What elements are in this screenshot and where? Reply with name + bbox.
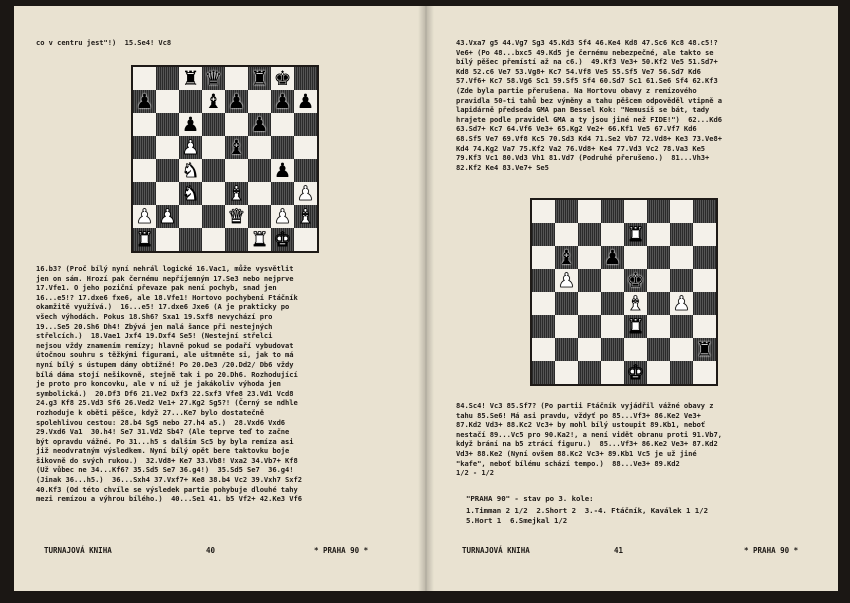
board-square (647, 315, 670, 338)
board-square (601, 338, 624, 361)
board-square (578, 223, 601, 246)
board-square (202, 205, 225, 228)
standing-line: 5.Hort 1 6.Smejkal 1/2 (466, 515, 568, 525)
annotation-line: 24.g3 Kf8 25.Vd3 Sf6 26.Ved2 Ve1+ 27.Kg2 Sg5?! (Černý se ndhle (36, 398, 298, 408)
moves-line: Ve6+ (Po 48...bxc5 49.Kd5 je černému nebezpečné, ale takto se (456, 47, 714, 57)
board-square (179, 159, 202, 182)
annotation-line: 16...e5!? 17.dxe6 fxe6, ale 18.Vfe1! Hortovo pochybení Ftáčník (36, 292, 298, 302)
conclusion-line: "kafe", neboť bílému schází tempo.) 88...Ve3+ 89.Kd2 (456, 458, 680, 468)
board-square (624, 223, 647, 246)
conclusion-line: 1/2 - 1/2 (456, 468, 494, 478)
board-square (156, 67, 179, 90)
annotation-line: spolehlivou cestou: 28.b4 Sg5 nebo 27.h4 a5.) 28.Vxd6 Vxd6 (36, 417, 286, 427)
black-queen-icon: ♛ (204, 66, 223, 90)
moves-line: 57.Vf6+ Kc7 58.Vg6 Sc1 59.Sf5 Sf4 60.Sd7 Sc1 61.Se6 Sf4 62.Kf3 (456, 76, 718, 86)
white-pawn-icon: ♟ (135, 204, 154, 228)
annotation-line: šikovně do svých rukou.) 32.Vd8+ Ke7 33.Vb8! Vxa2 34.Vb7+ Kf8 (36, 455, 298, 465)
board-square (647, 269, 670, 292)
board-square (532, 269, 555, 292)
board-square (670, 292, 693, 315)
board-square (133, 182, 156, 205)
board-square (248, 159, 271, 182)
annotation-line: mezi remízou a výhrou bílého.) 40...Se1 41. b5 Vf2+ 42.Ke3 Vf6 (36, 494, 302, 504)
annotation-line: nyní bílý s ústupem dámy obtížné! Po 20.De3 /20.Dd2/ Db6 vždy (36, 359, 294, 369)
board-square (156, 136, 179, 159)
standings-list (466, 506, 708, 525)
board-square (601, 223, 624, 246)
right-footer-title: TURNAJOVÁ KNIHA (462, 546, 530, 555)
board-square (601, 315, 624, 338)
board-square (271, 113, 294, 136)
board-square (647, 361, 670, 384)
black-king-icon: ♚ (626, 268, 645, 292)
board-square (693, 223, 716, 246)
board-square (271, 90, 294, 113)
board-square (156, 228, 179, 251)
board-square (670, 338, 693, 361)
board-square (670, 200, 693, 223)
conclusion-line: když brání na b5 ztrácí figuru.) 85...Vf3+ 86.Ke2 Ve3+ 87.Kd2 (456, 439, 718, 449)
moves-line: bílý pěšec přemístí až na c6.) 49.Kf3 Ve3+ 50.Kf2 Ve5 51.Sd7+ (456, 57, 718, 67)
board-square (532, 361, 555, 384)
board-square (248, 228, 271, 251)
board-square (202, 228, 225, 251)
board-square (202, 90, 225, 113)
moves-line: 79.Kf3 Vc1 80.Vd3 Vh1 81.Vd7 (Podruhé přerušeno.) 81...Vh3+ (456, 153, 710, 163)
white-bishop-icon: ♝ (227, 181, 246, 205)
conclusion-line: Vd3+ 88.Ke2 (Nyní ovšem 88.Kc2 Vc3+ 89.Kb1 Vc5 je už jiné (456, 448, 697, 458)
moves-line: 82.Kf2 Ke4 83.Ve7+ Se5 (456, 162, 549, 172)
board-square (532, 292, 555, 315)
board-square (555, 200, 578, 223)
board-square (179, 228, 202, 251)
board-square (624, 315, 647, 338)
standings-title: "PRAHA 90" - stav po 3. kole: (466, 494, 594, 503)
board-square (555, 292, 578, 315)
moves-line: (Zde byla partie přerušena. Na Hortovu obavy z remízového (456, 85, 697, 95)
black-pawn-icon: ♟ (250, 112, 269, 136)
board-square (670, 315, 693, 338)
board-square (271, 228, 294, 251)
board-square (532, 315, 555, 338)
moves-line: 68.Sf5 Ve7 69.Vf8 Kc5 70.Sd3 Kd4 71.Se2 Vb7 72.Vd8+ Ke3 73.Ve8+ (456, 133, 722, 143)
board-square (248, 90, 271, 113)
board-square (601, 292, 624, 315)
board-square (670, 269, 693, 292)
board-square (555, 269, 578, 292)
annotation-line: okamžitě využívá.) 16...e5! 17.dxe6 Jxe6 (A je prakticky po (36, 302, 290, 312)
board-square (133, 136, 156, 159)
board-square (532, 223, 555, 246)
board-square (294, 90, 317, 113)
board-square (294, 205, 317, 228)
white-rook-icon: ♜ (626, 314, 645, 338)
right-game-conclusion (456, 401, 722, 478)
right-game-moves (456, 38, 722, 172)
board-square (647, 338, 670, 361)
board-square (670, 361, 693, 384)
board-square (133, 113, 156, 136)
board-square (202, 159, 225, 182)
conclusion-line: nestačí 89...Vc5 pro 90.Ka2!, a není vidět obranu proti 91.Vb7, (456, 429, 722, 439)
board-square (670, 223, 693, 246)
white-knight-icon: ♞ (181, 181, 200, 205)
left-game-annotation (36, 264, 302, 504)
black-pawn-icon: ♟ (227, 89, 246, 113)
board-square (225, 113, 248, 136)
annotation-line: 16.b3? (Proč bílý nyní nehrál logické 16.Vac1, může vysvětlit (36, 264, 294, 273)
board-square (624, 361, 647, 384)
moves-line: Kd4 74.Kg2 Va7 75.Kf2 Va2 76.Vd8+ Ke4 77.Vd3 Vc2 78.Va3 Ke5 (456, 143, 706, 153)
board-square (647, 200, 670, 223)
annotation-line: 29.Vxd6 Va1 30.h4! Se7 31.Vd2 Sb4? (Ale teprve teď to začne (36, 427, 290, 437)
board-square (647, 223, 670, 246)
board-square (532, 246, 555, 269)
board-square (271, 182, 294, 205)
board-square (555, 315, 578, 338)
board-square (271, 136, 294, 159)
board-square (271, 205, 294, 228)
conclusion-line: 84.Sc4! Vc3 85.Sf7? (Po partii Ftáčník vyjádřil vážné obavy z (456, 401, 714, 410)
annotation-line: 40.Kf3 (Od této chvíle se výsledek partie pohybuje dlouhé tahy (36, 484, 298, 494)
black-rook-icon: ♜ (250, 66, 269, 90)
board-square (693, 338, 716, 361)
board-square (202, 182, 225, 205)
black-pawn-icon: ♟ (603, 245, 622, 269)
annotation-line: být opravdu vážné. Po 31...h5 s dalším Sc5 by byla remíza asi (36, 436, 294, 446)
black-rook-icon: ♜ (695, 337, 714, 361)
annotation-line: střelcích.) 18.Vae1 Jxf4 19.Dxf4 Se5! (Nestejní střelci (36, 331, 273, 341)
annotation-line: jen on sám. Hrozí pak černému nepříjemným 17.Se3 nebo nejprve (36, 273, 294, 283)
board-square (693, 361, 716, 384)
board-square (532, 200, 555, 223)
annotation-line: nejsou vždy znamením remízy; hlavně pokud se podaří vybudovat (36, 340, 294, 350)
white-pawn-icon: ♟ (296, 181, 315, 205)
board-square (202, 113, 225, 136)
white-bishop-icon: ♝ (296, 204, 315, 228)
board-square (156, 159, 179, 182)
moves-line: pravidla 50-ti tahů bez výměny a tahu pěšcem odpověděl vtipně a (456, 95, 722, 105)
board-square (578, 315, 601, 338)
board-square (693, 200, 716, 223)
board-square (578, 338, 601, 361)
chess-diagram-left (131, 65, 319, 253)
right-page-number: 41 (614, 546, 624, 555)
board-square (179, 205, 202, 228)
black-pawn-icon: ♟ (273, 158, 292, 182)
board-square (133, 159, 156, 182)
annotation-line: všech výhodách. Pokus 18.Sh6? Sxa1 19.Sxf8 nevychází pro (36, 311, 273, 321)
board-square (202, 136, 225, 159)
board-square (693, 292, 716, 315)
board-square (294, 67, 317, 90)
white-pawn-icon: ♟ (158, 204, 177, 228)
standing-line: 1.Timman 2 1/2 2.Short 2 3.-4. Ftáčník, Kaválek 1 1/2 (466, 506, 708, 515)
board-square (624, 246, 647, 269)
black-bishop-icon: ♝ (227, 135, 246, 159)
board-square (271, 67, 294, 90)
board-square (225, 205, 248, 228)
black-rook-icon: ♜ (181, 66, 200, 90)
black-pawn-icon: ♟ (273, 89, 292, 113)
left-footer-title: TURNAJOVÁ KNIHA (44, 546, 112, 555)
board-square (578, 361, 601, 384)
annotation-line: (Jinak 36...h5.) 36...Sxh4 37.Vxf7+ Ke8 38.b4 Vc2 39.Vxh7 Sxf2 (36, 475, 302, 485)
board-square (271, 159, 294, 182)
right-footer-event: * PRAHA 90 * (744, 546, 799, 555)
white-rook-icon: ♜ (135, 227, 154, 251)
board-square (179, 136, 202, 159)
board-square (294, 136, 317, 159)
board-square (555, 223, 578, 246)
board-square (225, 159, 248, 182)
board-square (601, 269, 624, 292)
annotation-line: 17.Vfe1. O jeho poziční převaze pak není pochyb, snad jen (36, 283, 277, 293)
annotation-line: rozhoduje k oběti pěšce, když 27...Ke7 bylo dostatečně (36, 407, 264, 417)
board-square (601, 361, 624, 384)
board-square (624, 200, 647, 223)
board-square (179, 182, 202, 205)
board-square (294, 228, 317, 251)
board-square (248, 113, 271, 136)
board-square (225, 67, 248, 90)
board-square (578, 269, 601, 292)
annotation-line: 19...Se5 20.Sh6 Dh4! Zbývá jen malá šance při nestejných (36, 321, 273, 331)
board-square (225, 90, 248, 113)
white-knight-icon: ♞ (181, 158, 200, 182)
board-square (555, 338, 578, 361)
white-king-icon: ♚ (273, 227, 292, 251)
intro-line: co v centru jest"!) 15.Se4! Vc8 (36, 38, 172, 47)
board-square (578, 200, 601, 223)
white-pawn-icon: ♟ (672, 291, 691, 315)
board-square (156, 113, 179, 136)
board-square (179, 90, 202, 113)
white-pawn-icon: ♟ (557, 268, 576, 292)
board-square (294, 159, 317, 182)
board-square (133, 228, 156, 251)
board-square (248, 67, 271, 90)
board-square (225, 136, 248, 159)
moves-line: Kd8 52.c6 Ve7 53.Vg8+ Kc7 54.Vf8 Ve5 55.Sf5 Ve7 56.Sd7 Kd6 (456, 66, 701, 76)
left-page-number: 40 (206, 546, 216, 555)
black-bishop-icon: ♝ (557, 245, 576, 269)
board-square (555, 246, 578, 269)
annotation-line: (Už vůbec ne 34...Kf6? 35.Sd5 Se7 36.g4!) 35.Sd5 Se7 36.g4! (36, 465, 294, 475)
board-square (248, 182, 271, 205)
black-bishop-icon: ♝ (204, 89, 223, 113)
moves-line: hrajete podle pravidel GMA a ty jsou jiné než FIDE!") 62...Kd6 (456, 114, 722, 124)
board-square (624, 269, 647, 292)
board-square (601, 200, 624, 223)
annotation-line: útočnou souhru s těžkými figurami, ale uštmněte si, jak to má (36, 350, 294, 360)
board-square (248, 136, 271, 159)
moves-line: 63.Sd7+ Kc7 64.Vf6 Ve3+ 65.Kg2 Ve2+ 66.Kf1 Ve5 67.Vf7 Kd6 (456, 124, 697, 134)
board-square (294, 182, 317, 205)
white-queen-icon: ♛ (227, 204, 246, 228)
board-square (693, 315, 716, 338)
board-square (624, 338, 647, 361)
board-square (693, 246, 716, 269)
black-pawn-icon: ♟ (296, 89, 315, 113)
white-bishop-icon: ♝ (626, 291, 645, 315)
board-square (670, 246, 693, 269)
white-pawn-icon: ♟ (181, 135, 200, 159)
board-square (624, 292, 647, 315)
annotation-line: je proto pro koncovku, ale v ní už je jakákoliv výhoda jen (36, 379, 281, 389)
black-king-icon: ♚ (273, 66, 292, 90)
board-square (156, 205, 179, 228)
left-footer-event: * PRAHA 90 * (314, 546, 369, 555)
board-square (532, 338, 555, 361)
white-rook-icon: ♜ (626, 222, 645, 246)
board-square (133, 205, 156, 228)
white-king-icon: ♚ (626, 360, 645, 384)
board-square (601, 246, 624, 269)
board-square (225, 182, 248, 205)
board-square (578, 246, 601, 269)
black-pawn-icon: ♟ (135, 89, 154, 113)
board-square (202, 67, 225, 90)
board-square (248, 205, 271, 228)
board-square (647, 292, 670, 315)
board-square (156, 182, 179, 205)
moves-line: lapidárně předseda GMA pan Bessel Kok: "Nemusíš se bát, tady (456, 105, 710, 115)
book-spread (14, 6, 838, 591)
conclusion-line: tahu 85.Se6! Má asi pravdu, vždyť po 85...Vf3+ 86.Ke2 Ve3+ (456, 410, 701, 420)
white-rook-icon: ♜ (250, 227, 269, 251)
board-square (578, 292, 601, 315)
annotation-line: symbolická.) 20.Df3 Df6 21.Ve2 Dxf3 22.Sxf3 Vfe8 23.Vd1 Vcd8 (36, 388, 294, 398)
annotation-line: již neodvratným výsledkem. Nyní bílý opět bere taktovku boje (36, 446, 290, 456)
board-square (133, 67, 156, 90)
board-square (133, 90, 156, 113)
left-page (14, 6, 426, 591)
white-pawn-icon: ♟ (273, 204, 292, 228)
board-square (225, 228, 248, 251)
annotation-line: bílá dáma stojí nešikovně, stejně tak i po 20.Dh6. Rozhodující (36, 369, 298, 379)
board-square (294, 113, 317, 136)
black-pawn-icon: ♟ (181, 112, 200, 136)
board-square (156, 90, 179, 113)
board-square (647, 246, 670, 269)
board-square (179, 67, 202, 90)
chess-diagram-right (530, 198, 718, 386)
board-square (179, 113, 202, 136)
right-page (426, 6, 838, 591)
board-square (693, 269, 716, 292)
conclusion-line: 87.Kd2 Vd3+ 88.Kc2 Vc3+ by mohl bílý ustoupit 89.Kb1, neboť (456, 420, 706, 430)
board-square (555, 361, 578, 384)
moves-line: 43.Vxa7 g5 44.Vg7 Sg3 45.Kd3 Sf4 46.Ke4 Kd8 47.Sc6 Kc8 48.c5!? (456, 38, 718, 47)
